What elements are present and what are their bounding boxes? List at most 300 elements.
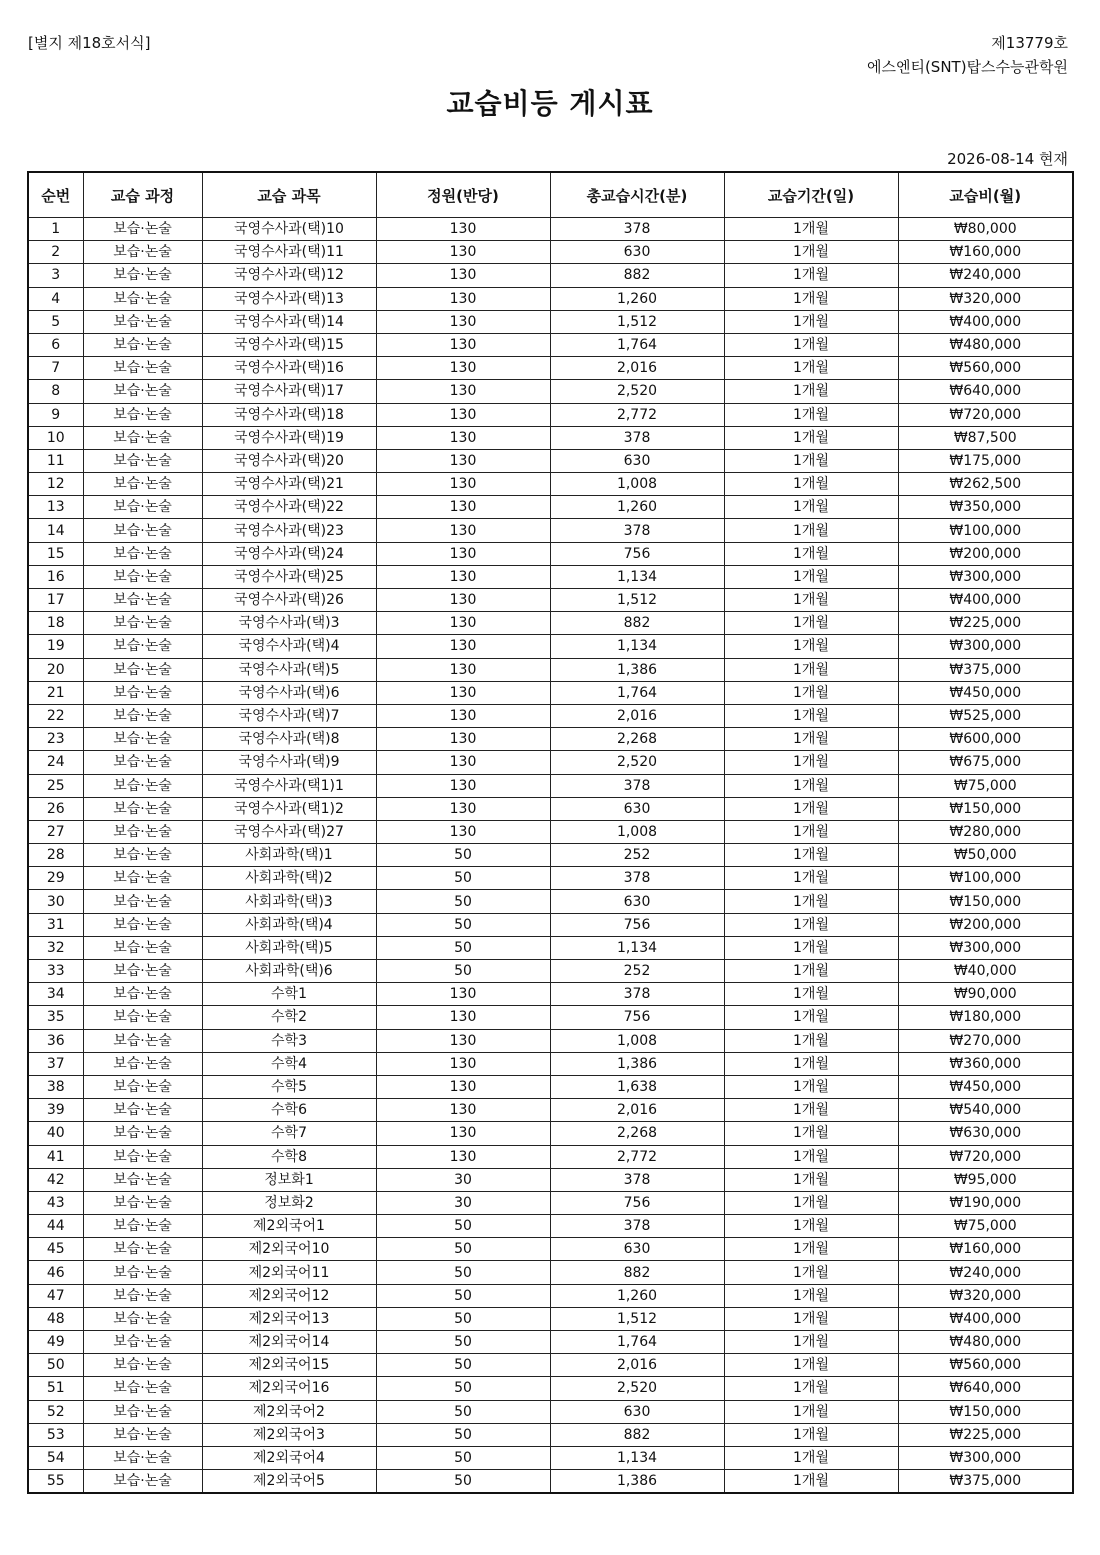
cell-total-minutes: 2,016 (550, 704, 724, 727)
cell-capacity: 130 (376, 1145, 550, 1168)
cell-capacity: 50 (376, 913, 550, 936)
cell-course: 보습·논술 (83, 449, 202, 472)
cell-total-minutes: 2,016 (550, 1099, 724, 1122)
cell-fee: ₩320,000 (898, 287, 1073, 310)
cell-course: 보습·논술 (83, 1052, 202, 1075)
cell-period: 1개월 (724, 681, 898, 704)
cell-fee: ₩540,000 (898, 1099, 1073, 1122)
cell-period: 1개월 (724, 1284, 898, 1307)
cell-subject: 제2외국어10 (202, 1238, 376, 1261)
cell-capacity: 50 (376, 844, 550, 867)
table-row (28, 635, 1073, 658)
cell-total-minutes: 252 (550, 844, 724, 867)
column-header: 교습 과정 (83, 172, 202, 218)
cell-fee: ₩480,000 (898, 1331, 1073, 1354)
table-row (28, 1215, 1073, 1238)
cell-course: 보습·논술 (83, 218, 202, 241)
table-row (28, 1191, 1073, 1214)
cell-period: 1개월 (724, 1261, 898, 1284)
cell-period: 1개월 (724, 1052, 898, 1075)
cell-number: 55 (28, 1470, 83, 1494)
cell-fee: ₩640,000 (898, 380, 1073, 403)
cell-number: 20 (28, 658, 83, 681)
cell-number: 5 (28, 310, 83, 333)
cell-course: 보습·논술 (83, 1238, 202, 1261)
cell-period: 1개월 (724, 1331, 898, 1354)
cell-total-minutes: 1,134 (550, 1446, 724, 1469)
cell-subject: 국영수사과(택)14 (202, 310, 376, 333)
cell-subject: 사회과학(택)3 (202, 890, 376, 913)
cell-capacity: 130 (376, 473, 550, 496)
cell-capacity: 50 (376, 1423, 550, 1446)
cell-total-minutes: 1,260 (550, 287, 724, 310)
cell-number: 46 (28, 1261, 83, 1284)
cell-period: 1개월 (724, 473, 898, 496)
cell-capacity: 130 (376, 403, 550, 426)
cell-capacity: 130 (376, 1006, 550, 1029)
table-row (28, 565, 1073, 588)
cell-fee: ₩50,000 (898, 844, 1073, 867)
cell-capacity: 50 (376, 1307, 550, 1330)
cell-period: 1개월 (724, 1354, 898, 1377)
cell-course: 보습·논술 (83, 589, 202, 612)
cell-fee: ₩320,000 (898, 1284, 1073, 1307)
cell-fee: ₩75,000 (898, 774, 1073, 797)
cell-number: 26 (28, 797, 83, 820)
cell-total-minutes: 1,260 (550, 496, 724, 519)
cell-capacity: 130 (376, 1099, 550, 1122)
cell-course: 보습·논술 (83, 496, 202, 519)
cell-fee: ₩180,000 (898, 1006, 1073, 1029)
cell-course: 보습·논술 (83, 1377, 202, 1400)
cell-subject: 수학8 (202, 1145, 376, 1168)
table-row (28, 1052, 1073, 1075)
cell-course: 보습·논술 (83, 473, 202, 496)
cell-period: 1개월 (724, 751, 898, 774)
cell-period: 1개월 (724, 797, 898, 820)
cell-course: 보습·논술 (83, 797, 202, 820)
cell-fee: ₩160,000 (898, 1238, 1073, 1261)
cell-capacity: 130 (376, 333, 550, 356)
cell-period: 1개월 (724, 1029, 898, 1052)
cell-subject: 국영수사과(택)13 (202, 287, 376, 310)
cell-subject: 국영수사과(택)11 (202, 241, 376, 264)
cell-fee: ₩90,000 (898, 983, 1073, 1006)
cell-total-minutes: 378 (550, 867, 724, 890)
cell-course: 보습·논술 (83, 612, 202, 635)
cell-number: 38 (28, 1075, 83, 1098)
cell-number: 13 (28, 496, 83, 519)
table-row (28, 1331, 1073, 1354)
cell-subject: 국영수사과(택)26 (202, 589, 376, 612)
form-number: [별지 제18호서식] (28, 34, 151, 52)
cell-fee: ₩560,000 (898, 1354, 1073, 1377)
cell-period: 1개월 (724, 1122, 898, 1145)
cell-course: 보습·논술 (83, 983, 202, 1006)
cell-fee: ₩150,000 (898, 797, 1073, 820)
cell-subject: 제2외국어3 (202, 1423, 376, 1446)
table-row (28, 751, 1073, 774)
cell-capacity: 130 (376, 496, 550, 519)
cell-period: 1개월 (724, 983, 898, 1006)
cell-total-minutes: 2,016 (550, 357, 724, 380)
cell-period: 1개월 (724, 496, 898, 519)
cell-fee: ₩175,000 (898, 449, 1073, 472)
cell-subject: 사회과학(택)6 (202, 960, 376, 983)
cell-number: 31 (28, 913, 83, 936)
cell-total-minutes: 882 (550, 612, 724, 635)
cell-subject: 국영수사과(택1)1 (202, 774, 376, 797)
table-row (28, 473, 1073, 496)
cell-fee: ₩400,000 (898, 310, 1073, 333)
cell-capacity: 50 (376, 1446, 550, 1469)
cell-fee: ₩480,000 (898, 333, 1073, 356)
cell-period: 1개월 (724, 960, 898, 983)
cell-total-minutes: 630 (550, 1400, 724, 1423)
table-row (28, 1261, 1073, 1284)
cell-fee: ₩87,500 (898, 426, 1073, 449)
cell-course: 보습·논술 (83, 241, 202, 264)
cell-number: 52 (28, 1400, 83, 1423)
table-row (28, 287, 1073, 310)
cell-course: 보습·논술 (83, 1029, 202, 1052)
cell-fee: ₩375,000 (898, 1470, 1073, 1494)
table-row (28, 1029, 1073, 1052)
cell-period: 1개월 (724, 774, 898, 797)
cell-subject: 제2외국어4 (202, 1446, 376, 1469)
cell-course: 보습·논술 (83, 1168, 202, 1191)
cell-number: 10 (28, 426, 83, 449)
cell-total-minutes: 252 (550, 960, 724, 983)
cell-number: 17 (28, 589, 83, 612)
cell-period: 1개월 (724, 310, 898, 333)
cell-total-minutes: 1,764 (550, 333, 724, 356)
cell-course: 보습·논술 (83, 519, 202, 542)
cell-course: 보습·논술 (83, 1331, 202, 1354)
cell-course: 보습·논술 (83, 1215, 202, 1238)
cell-number: 3 (28, 264, 83, 287)
cell-number: 47 (28, 1284, 83, 1307)
cell-subject: 국영수사과(택)24 (202, 542, 376, 565)
registration-number: 제13779호 (991, 34, 1068, 52)
cell-number: 37 (28, 1052, 83, 1075)
cell-number: 49 (28, 1331, 83, 1354)
cell-period: 1개월 (724, 333, 898, 356)
cell-total-minutes: 630 (550, 241, 724, 264)
cell-capacity: 130 (376, 797, 550, 820)
cell-course: 보습·논술 (83, 380, 202, 403)
cell-fee: ₩262,500 (898, 473, 1073, 496)
cell-fee: ₩270,000 (898, 1029, 1073, 1052)
cell-fee: ₩450,000 (898, 1075, 1073, 1098)
table-row (28, 1099, 1073, 1122)
cell-total-minutes: 882 (550, 264, 724, 287)
cell-fee: ₩600,000 (898, 728, 1073, 751)
cell-subject: 제2외국어2 (202, 1400, 376, 1423)
cell-course: 보습·논술 (83, 867, 202, 890)
cell-number: 7 (28, 357, 83, 380)
table-row (28, 983, 1073, 1006)
cell-total-minutes: 630 (550, 797, 724, 820)
cell-period: 1개월 (724, 1446, 898, 1469)
cell-course: 보습·논술 (83, 1075, 202, 1098)
cell-total-minutes: 2,772 (550, 1145, 724, 1168)
cell-subject: 국영수사과(택1)2 (202, 797, 376, 820)
cell-capacity: 130 (376, 218, 550, 241)
as-of-date: 2026-08-14 현재 (947, 150, 1068, 168)
cell-fee: ₩300,000 (898, 635, 1073, 658)
cell-number: 42 (28, 1168, 83, 1191)
cell-capacity: 130 (376, 449, 550, 472)
cell-capacity: 130 (376, 357, 550, 380)
cell-period: 1개월 (724, 936, 898, 959)
table-row (28, 1307, 1073, 1330)
cell-fee: ₩190,000 (898, 1191, 1073, 1214)
cell-course: 보습·논술 (83, 1470, 202, 1494)
cell-course: 보습·논술 (83, 704, 202, 727)
cell-total-minutes: 2,520 (550, 1377, 724, 1400)
cell-capacity: 130 (376, 241, 550, 264)
cell-subject: 국영수사과(택)27 (202, 820, 376, 843)
column-header: 총교습시간(분) (550, 172, 724, 218)
cell-subject: 수학1 (202, 983, 376, 1006)
cell-course: 보습·논술 (83, 403, 202, 426)
table-row (28, 1470, 1073, 1494)
cell-subject: 국영수사과(택)22 (202, 496, 376, 519)
table-row (28, 519, 1073, 542)
cell-number: 12 (28, 473, 83, 496)
table-row (28, 426, 1073, 449)
cell-subject: 국영수사과(택)16 (202, 357, 376, 380)
cell-total-minutes: 2,520 (550, 751, 724, 774)
cell-fee: ₩100,000 (898, 867, 1073, 890)
cell-capacity: 50 (376, 1354, 550, 1377)
column-header: 순번 (28, 172, 83, 218)
cell-course: 보습·논술 (83, 658, 202, 681)
cell-period: 1개월 (724, 565, 898, 588)
cell-number: 6 (28, 333, 83, 356)
cell-total-minutes: 1,512 (550, 310, 724, 333)
table-row (28, 310, 1073, 333)
cell-number: 9 (28, 403, 83, 426)
table-row (28, 1122, 1073, 1145)
cell-fee: ₩525,000 (898, 704, 1073, 727)
cell-number: 4 (28, 287, 83, 310)
table-row (28, 1400, 1073, 1423)
cell-period: 1개월 (724, 218, 898, 241)
cell-period: 1개월 (724, 844, 898, 867)
cell-capacity: 130 (376, 1052, 550, 1075)
cell-capacity: 130 (376, 1075, 550, 1098)
cell-period: 1개월 (724, 542, 898, 565)
cell-course: 보습·논술 (83, 936, 202, 959)
cell-subject: 제2외국어5 (202, 1470, 376, 1494)
cell-subject: 국영수사과(택)23 (202, 519, 376, 542)
cell-subject: 수학6 (202, 1099, 376, 1122)
cell-total-minutes: 882 (550, 1261, 724, 1284)
cell-fee: ₩400,000 (898, 1307, 1073, 1330)
cell-capacity: 130 (376, 983, 550, 1006)
table-row (28, 844, 1073, 867)
cell-fee: ₩160,000 (898, 241, 1073, 264)
table-row (28, 913, 1073, 936)
cell-course: 보습·논술 (83, 1145, 202, 1168)
table-row (28, 797, 1073, 820)
cell-number: 23 (28, 728, 83, 751)
cell-total-minutes: 1,764 (550, 1331, 724, 1354)
cell-capacity: 130 (376, 519, 550, 542)
column-header: 교습 과목 (202, 172, 376, 218)
cell-subject: 제2외국어11 (202, 1261, 376, 1284)
table-row (28, 1238, 1073, 1261)
cell-capacity: 130 (376, 380, 550, 403)
cell-fee: ₩225,000 (898, 612, 1073, 635)
cell-total-minutes: 1,386 (550, 1052, 724, 1075)
cell-capacity: 130 (376, 658, 550, 681)
column-header: 정원(반당) (376, 172, 550, 218)
cell-total-minutes: 882 (550, 1423, 724, 1446)
table-row (28, 1284, 1073, 1307)
cell-fee: ₩350,000 (898, 496, 1073, 519)
cell-fee: ₩300,000 (898, 565, 1073, 588)
cell-capacity: 130 (376, 310, 550, 333)
cell-fee: ₩720,000 (898, 1145, 1073, 1168)
table-header-row (28, 172, 1073, 218)
cell-number: 8 (28, 380, 83, 403)
cell-period: 1개월 (724, 1377, 898, 1400)
cell-capacity: 30 (376, 1168, 550, 1191)
cell-number: 43 (28, 1191, 83, 1214)
table-row (28, 403, 1073, 426)
cell-period: 1개월 (724, 1307, 898, 1330)
cell-total-minutes: 1,008 (550, 1029, 724, 1052)
cell-fee: ₩720,000 (898, 403, 1073, 426)
cell-capacity: 130 (376, 589, 550, 612)
cell-course: 보습·논술 (83, 426, 202, 449)
cell-number: 45 (28, 1238, 83, 1261)
cell-total-minutes: 378 (550, 218, 724, 241)
cell-number: 30 (28, 890, 83, 913)
cell-fee: ₩80,000 (898, 218, 1073, 241)
cell-subject: 국영수사과(택)3 (202, 612, 376, 635)
cell-period: 1개월 (724, 1099, 898, 1122)
cell-capacity: 130 (376, 1029, 550, 1052)
academy-name: 에스엔티(SNT)탑스수능관학원 (867, 58, 1068, 76)
table-row (28, 1377, 1073, 1400)
cell-subject: 국영수사과(택)25 (202, 565, 376, 588)
cell-course: 보습·논술 (83, 542, 202, 565)
cell-course: 보습·논술 (83, 357, 202, 380)
cell-period: 1개월 (724, 1238, 898, 1261)
cell-number: 32 (28, 936, 83, 959)
cell-capacity: 30 (376, 1191, 550, 1214)
table-body (28, 218, 1073, 1494)
cell-subject: 국영수사과(택)6 (202, 681, 376, 704)
cell-total-minutes: 378 (550, 519, 724, 542)
cell-capacity: 50 (376, 1377, 550, 1400)
page-title: 교습비등 게시표 (446, 87, 654, 120)
cell-capacity: 130 (376, 728, 550, 751)
cell-capacity: 50 (376, 1400, 550, 1423)
cell-period: 1개월 (724, 1215, 898, 1238)
cell-total-minutes: 2,520 (550, 380, 724, 403)
cell-course: 보습·논술 (83, 728, 202, 751)
cell-number: 15 (28, 542, 83, 565)
cell-capacity: 130 (376, 681, 550, 704)
cell-number: 34 (28, 983, 83, 1006)
cell-period: 1개월 (724, 426, 898, 449)
cell-capacity: 50 (376, 890, 550, 913)
cell-number: 19 (28, 635, 83, 658)
table-row (28, 357, 1073, 380)
cell-period: 1개월 (724, 1400, 898, 1423)
table-row (28, 218, 1073, 241)
cell-course: 보습·논술 (83, 1122, 202, 1145)
cell-fee: ₩360,000 (898, 1052, 1073, 1075)
cell-subject: 수학2 (202, 1006, 376, 1029)
cell-total-minutes: 1,638 (550, 1075, 724, 1098)
cell-fee: ₩95,000 (898, 1168, 1073, 1191)
cell-subject: 수학5 (202, 1075, 376, 1098)
cell-total-minutes: 1,134 (550, 635, 724, 658)
cell-fee: ₩150,000 (898, 1400, 1073, 1423)
table-row (28, 1354, 1073, 1377)
cell-period: 1개월 (724, 380, 898, 403)
cell-fee: ₩400,000 (898, 589, 1073, 612)
cell-total-minutes: 378 (550, 774, 724, 797)
cell-period: 1개월 (724, 519, 898, 542)
cell-course: 보습·논술 (83, 681, 202, 704)
cell-number: 2 (28, 241, 83, 264)
table-row (28, 774, 1073, 797)
cell-total-minutes: 1,386 (550, 1470, 724, 1494)
cell-total-minutes: 1,008 (550, 473, 724, 496)
cell-total-minutes: 2,016 (550, 1354, 724, 1377)
cell-period: 1개월 (724, 1191, 898, 1214)
cell-capacity: 130 (376, 264, 550, 287)
cell-total-minutes: 756 (550, 542, 724, 565)
cell-subject: 수학7 (202, 1122, 376, 1145)
cell-capacity: 130 (376, 565, 550, 588)
cell-fee: ₩300,000 (898, 1446, 1073, 1469)
cell-course: 보습·논술 (83, 1423, 202, 1446)
cell-fee: ₩240,000 (898, 1261, 1073, 1284)
table-row (28, 241, 1073, 264)
table-row (28, 728, 1073, 751)
cell-number: 21 (28, 681, 83, 704)
cell-capacity: 130 (376, 287, 550, 310)
cell-course: 보습·논술 (83, 774, 202, 797)
table-row (28, 820, 1073, 843)
cell-capacity: 130 (376, 542, 550, 565)
cell-capacity: 130 (376, 1122, 550, 1145)
cell-fee: ₩40,000 (898, 960, 1073, 983)
cell-number: 53 (28, 1423, 83, 1446)
cell-total-minutes: 378 (550, 1168, 724, 1191)
cell-period: 1개월 (724, 241, 898, 264)
cell-fee: ₩375,000 (898, 658, 1073, 681)
cell-capacity: 130 (376, 635, 550, 658)
cell-capacity: 50 (376, 1331, 550, 1354)
cell-capacity: 50 (376, 960, 550, 983)
cell-subject: 국영수사과(택)15 (202, 333, 376, 356)
cell-total-minutes: 630 (550, 890, 724, 913)
cell-number: 1 (28, 218, 83, 241)
cell-total-minutes: 1,386 (550, 658, 724, 681)
cell-subject: 사회과학(택)5 (202, 936, 376, 959)
cell-total-minutes: 756 (550, 1191, 724, 1214)
cell-number: 25 (28, 774, 83, 797)
